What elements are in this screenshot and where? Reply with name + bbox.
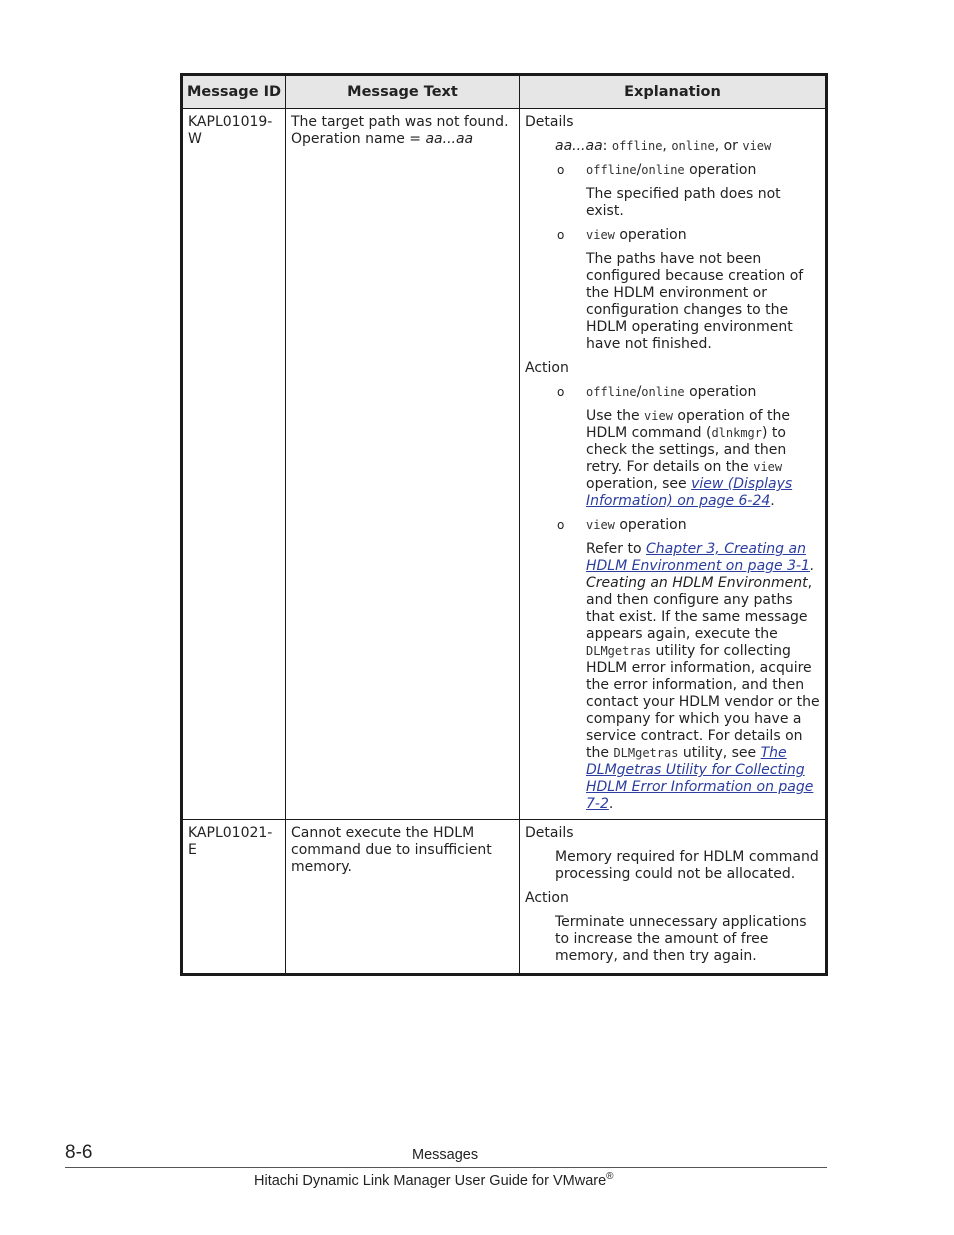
action2-text: utility for collecting HDLM error information, acquire the error information, and then contact your HDLM vendor or the company for which you have a service contract. For details on the	[586, 643, 820, 761]
message-text-line2	[291, 131, 514, 148]
action1-text: Use the	[586, 408, 645, 424]
op-view: view	[586, 228, 615, 242]
dlmgetras-util: DLMgetras	[586, 644, 652, 658]
bullet-icon: o	[557, 163, 565, 177]
action-text: Terminate unnecessary applications to increase the amount of free memory, and then try again.	[555, 914, 807, 964]
var-name: aa...aa	[555, 138, 603, 154]
chapter-title: Messages	[412, 1147, 479, 1163]
details-label: Details	[525, 114, 574, 130]
bullet-view	[557, 227, 820, 244]
message-text: Cannot execute the HDLM command due to insufficient memory.	[291, 825, 492, 875]
action1-view: view	[644, 409, 673, 423]
op-online: online	[641, 385, 685, 399]
operation-name-label: Operation name =	[291, 131, 426, 147]
val-offline: offline	[611, 139, 663, 153]
details-label: Details	[525, 825, 574, 841]
bullet-offline-online	[557, 162, 820, 179]
guide-title-text: Hitachi Dynamic Link Manager User Guide for VMware	[254, 1172, 607, 1189]
operation-word: operation	[614, 517, 687, 533]
header-explanation: Explanation	[520, 75, 827, 109]
message-text-cell	[286, 109, 520, 820]
action-bullet-offline-online	[557, 384, 820, 401]
operation-word: operation	[684, 162, 757, 178]
explanation-cell	[520, 109, 827, 820]
operation-word: operation	[614, 227, 687, 243]
action1-command: dlnkmgr	[711, 426, 763, 440]
footer-divider	[65, 1167, 827, 1168]
op-offline: offline	[586, 163, 637, 177]
bullet-icon: o	[557, 385, 565, 399]
message-id-cell	[182, 109, 286, 820]
val-view: view	[742, 139, 772, 153]
operation-name-var: aa...aa	[425, 131, 474, 147]
message-id: KAPL01021-E	[188, 825, 273, 858]
action-label: Action	[525, 360, 569, 376]
details-text: Memory required for HDLM command processing could not be allocated.	[555, 849, 819, 882]
page-number: 8-6	[65, 1142, 93, 1163]
action1-text: ) to check the settings, and then retry. For details on the	[586, 425, 787, 475]
comma: ,	[662, 138, 672, 154]
action-offline-online	[586, 408, 820, 510]
dlmgetras-util: DLMgetras	[613, 746, 679, 760]
header-message-text: Message Text	[286, 75, 520, 109]
period: .	[608, 796, 614, 812]
message-text-cell	[286, 820, 520, 975]
action2-text: utility, see	[678, 745, 761, 761]
view-displays-information-link[interactable]: view (Displays Information) on page 6-24	[586, 476, 793, 509]
messages-table	[180, 73, 828, 976]
table-row	[182, 109, 827, 820]
action2-italic: . Creating an HDLM Environment	[586, 558, 815, 591]
table-row	[182, 820, 827, 975]
message-id: KAPL01019-W	[188, 114, 273, 147]
action1-view: view	[753, 460, 783, 474]
op-view: view	[586, 518, 615, 532]
op-online: online	[641, 163, 685, 177]
period: .	[770, 493, 775, 509]
explanation-cell	[520, 820, 827, 975]
slash: /	[636, 384, 642, 400]
action-bullet-view	[557, 517, 820, 534]
operation-word: operation	[684, 384, 757, 400]
header-message-id: Message ID	[182, 75, 286, 109]
message-text-line1: The target path was not found.	[291, 114, 509, 130]
slash: /	[636, 162, 642, 178]
message-id-cell	[182, 820, 286, 975]
chapter-3-link[interactable]: Chapter 3, Creating an HDLM Environment on page 3-1	[586, 541, 810, 574]
dlmgetras-utility-link[interactable]: The DLMgetras Utility for Collecting HDLM Error Information on page 7-2	[586, 745, 814, 812]
op-offline: offline	[586, 385, 637, 399]
table-header-row	[182, 75, 827, 109]
registered-mark: ®	[606, 1171, 614, 1182]
bullet-icon: o	[557, 518, 565, 532]
action-label: Action	[525, 890, 569, 906]
action2-text: , and then configure any paths that exist. If the same message appears again, execute the	[586, 575, 813, 642]
action1-text: operation, see	[586, 476, 692, 492]
action1-text: operation of the HDLM command (	[586, 408, 790, 441]
val-online: online	[671, 139, 715, 153]
guide-title	[254, 1171, 614, 1189]
bullet-icon: o	[557, 228, 565, 242]
detail-view: The paths have not been configured because creation of the HDLM environment or configuration changes to the HDLM operating environment have not finished.	[586, 251, 804, 352]
or-text: , or	[714, 138, 743, 154]
action2-text: Refer to	[586, 541, 646, 557]
detail-offline-online: The specified path does not exist.	[586, 186, 781, 219]
variable-values	[555, 138, 820, 155]
action-view	[586, 541, 820, 813]
var-sep: :	[602, 138, 612, 154]
